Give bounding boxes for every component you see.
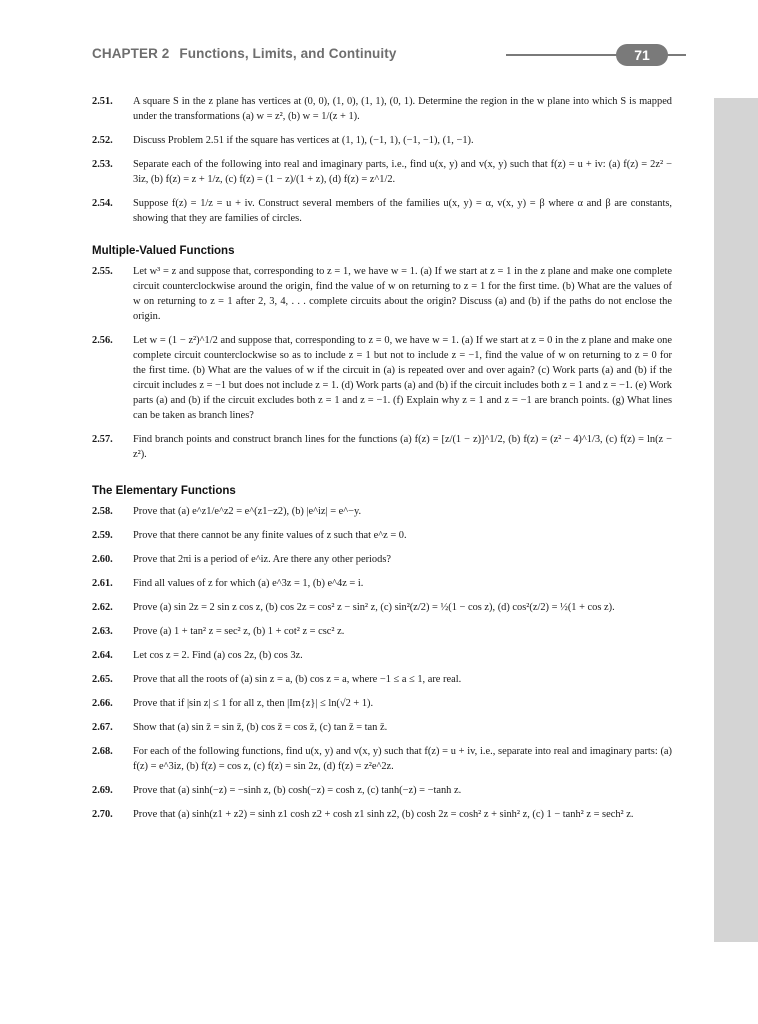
chapter-title: Functions, Limits, and Continuity — [179, 46, 397, 61]
problem-2-58 — [92, 504, 672, 519]
problem-text: Separate each of the following into real and imaginary parts, i.e., find u(x, y) and v(x, y) such that f(z) = u + iv: (a) f(z) = 2z² − 3iz, (b) f(z) = z + 1/z, (c) f(z) = (1 − z)/(1 + z), (d) f(z) = z^1/2. — [133, 159, 672, 185]
problem-text: Suppose f(z) = 1/z = u + iv. Construct several members of the families u(x, y) = α, v(x, y) = β where α and β are constants, showing that they are families of circles. — [133, 198, 672, 224]
problem-2-68 — [92, 744, 672, 774]
problem-2-65 — [92, 672, 672, 687]
problem-number: 2.60. — [92, 554, 113, 565]
problem-number: 2.52. — [92, 135, 113, 146]
section-heading-multiple-valued: Multiple-Valued Functions — [92, 245, 235, 257]
problem-2-60 — [92, 552, 672, 567]
problem-2-62 — [92, 600, 672, 615]
page-number-badge: 71 — [616, 44, 668, 66]
problem-text: Let w³ = z and suppose that, corresponding to z = 1, we have w = 1. (a) If we start at z = 1 in the z plane and make one complete circuit counterclockwise around the origin, find the value of w on returning to z = 1 for the first time. (b) What are the values of w on returning to z = 1 after 2, 3, 4, . . . complete circuits about the origin? Discuss (a) and (b) if the paths do not enclose the origin. — [133, 266, 672, 322]
problem-text: Prove that there cannot be any finite values of z such that e^z = 0. — [133, 530, 407, 541]
problem-text: For each of the following functions, find u(x, y) and v(x, y) such that f(z) = u + iv, i.e., separate into real and imaginary parts: (a) f(z) = e^3iz, (b) f(z) = cos z, (c) f(z) = sin 2z, (d) f(z) = z²e^2z. — [133, 746, 672, 772]
problem-text: Prove that (a) e^z1/e^z2 = e^(z1−z2), (b) |e^iz| = e^−y. — [133, 506, 362, 517]
problem-number: 2.65. — [92, 674, 113, 685]
problem-text: Prove that (a) sinh(z1 + z2) = sinh z1 cosh z2 + cosh z1 sinh z2, (b) cosh 2z = cosh² z + sinh² z, (c) 1 − tanh² z = sech² z. — [133, 809, 634, 820]
problem-text: Prove that (a) sinh(−z) = −sinh z, (b) cosh(−z) = cosh z, (c) tanh(−z) = −tanh z. — [133, 785, 462, 796]
chapter-heading — [92, 46, 396, 61]
problem-2-56 — [92, 333, 672, 423]
problem-2-66 — [92, 696, 672, 711]
problem-2-59 — [92, 528, 672, 543]
section-heading-elementary: The Elementary Functions — [92, 485, 236, 497]
problem-2-53 — [92, 157, 672, 187]
running-header — [92, 44, 670, 68]
problem-number: 2.64. — [92, 650, 113, 661]
chapter-label: CHAPTER 2 — [92, 46, 170, 61]
problem-2-52 — [92, 133, 672, 148]
problem-number: 2.58. — [92, 506, 113, 517]
problem-number: 2.62. — [92, 602, 113, 613]
problem-2-57 — [92, 432, 672, 462]
problem-number: 2.61. — [92, 578, 113, 589]
problem-text: Prove that all the roots of (a) sin z = a, (b) cos z = a, where −1 ≤ a ≤ 1, are real. — [133, 674, 462, 685]
problem-text: Find branch points and construct branch lines for the functions (a) f(z) = [z/(1 − z)]^1/2, (b) f(z) = (z² − 4)^1/3, (c) f(z) = ln(z − z²). — [133, 434, 672, 460]
problem-text: Discuss Problem 2.51 if the square has vertices at (1, 1), (−1, 1), (−1, −1), (1, −1). — [133, 135, 474, 146]
problem-2-55 — [92, 264, 672, 324]
problem-2-63 — [92, 624, 672, 639]
problem-text: Find all values of z for which (a) e^3z = 1, (b) e^4z = i. — [133, 578, 364, 589]
problem-list — [92, 94, 672, 831]
problem-text: Let cos z = 2. Find (a) cos 2z, (b) cos 3z. — [133, 650, 303, 661]
problem-text: Prove that 2πi is a period of e^iz. Are there any other periods? — [133, 554, 391, 565]
problem-number: 2.63. — [92, 626, 113, 637]
problem-2-70 — [92, 807, 672, 822]
problem-number: 2.67. — [92, 722, 113, 733]
problem-text: Prove (a) 1 + tan² z = sec² z, (b) 1 + cot² z = csc² z. — [133, 626, 345, 637]
problem-text: Prove (a) sin 2z = 2 sin z cos z, (b) cos 2z = cos² z − sin² z, (c) sin²(z/2) = ½(1 − cos z), (d) cos²(z/2) = ½(1 + cos z). — [133, 602, 615, 613]
problem-number: 2.53. — [92, 159, 113, 170]
problem-2-51 — [92, 94, 672, 124]
problem-text: Show that (a) sin z̄ = sin z̄, (b) cos z̄ = cos z̄, (c) tan z̄ = tan z̄. — [133, 722, 388, 733]
problem-number: 2.59. — [92, 530, 113, 541]
problem-2-54 — [92, 196, 672, 226]
problem-number: 2.66. — [92, 698, 113, 709]
problem-number: 2.55. — [92, 266, 113, 277]
problem-2-61 — [92, 576, 672, 591]
problem-text: Prove that if |sin z| ≤ 1 for all z, then |Im{z}| ≤ ln(√2 + 1). — [133, 698, 374, 709]
problem-number: 2.54. — [92, 198, 113, 209]
page-edge-tab — [714, 98, 758, 942]
problem-number: 2.57. — [92, 434, 113, 445]
problem-number: 2.51. — [92, 96, 113, 107]
problem-number: 2.56. — [92, 335, 113, 346]
problem-text: A square S in the z plane has vertices at (0, 0), (1, 0), (1, 1), (0, 1). Determine the region in the w plane into which S is mapped under the transformations (a) w = z², (b) w = 1/(z + 1). — [133, 96, 672, 122]
problem-number: 2.69. — [92, 785, 113, 796]
problem-number: 2.70. — [92, 809, 113, 820]
problem-2-69 — [92, 783, 672, 798]
problem-text: Let w = (1 − z²)^1/2 and suppose that, corresponding to z = 0, we have w = 1. (a) If we start at z = 0 in the z plane and make one complete circuit counterclockwise so as to include z = 1 but not to include z = −1, find the value of w on returning to z = 0 for the first time. (b) What are the values of w if the circuit in (a) is repeated over and over again? (c) Work parts (a) and (b) if the circuit includes z = −1 but does not include z = 1. (d) Work parts (a) and (b) if the circuit includes both z = 1 and z = −1. (e) Work parts (a) and (b) if the circuit excludes both z = 1 and z = −1. (f) Explain why z = 1 and z = −1 are branch points. (g) What lines can be taken as branch lines? — [133, 335, 672, 421]
problem-2-64 — [92, 648, 672, 663]
problem-2-67 — [92, 720, 672, 735]
problem-number: 2.68. — [92, 746, 113, 757]
